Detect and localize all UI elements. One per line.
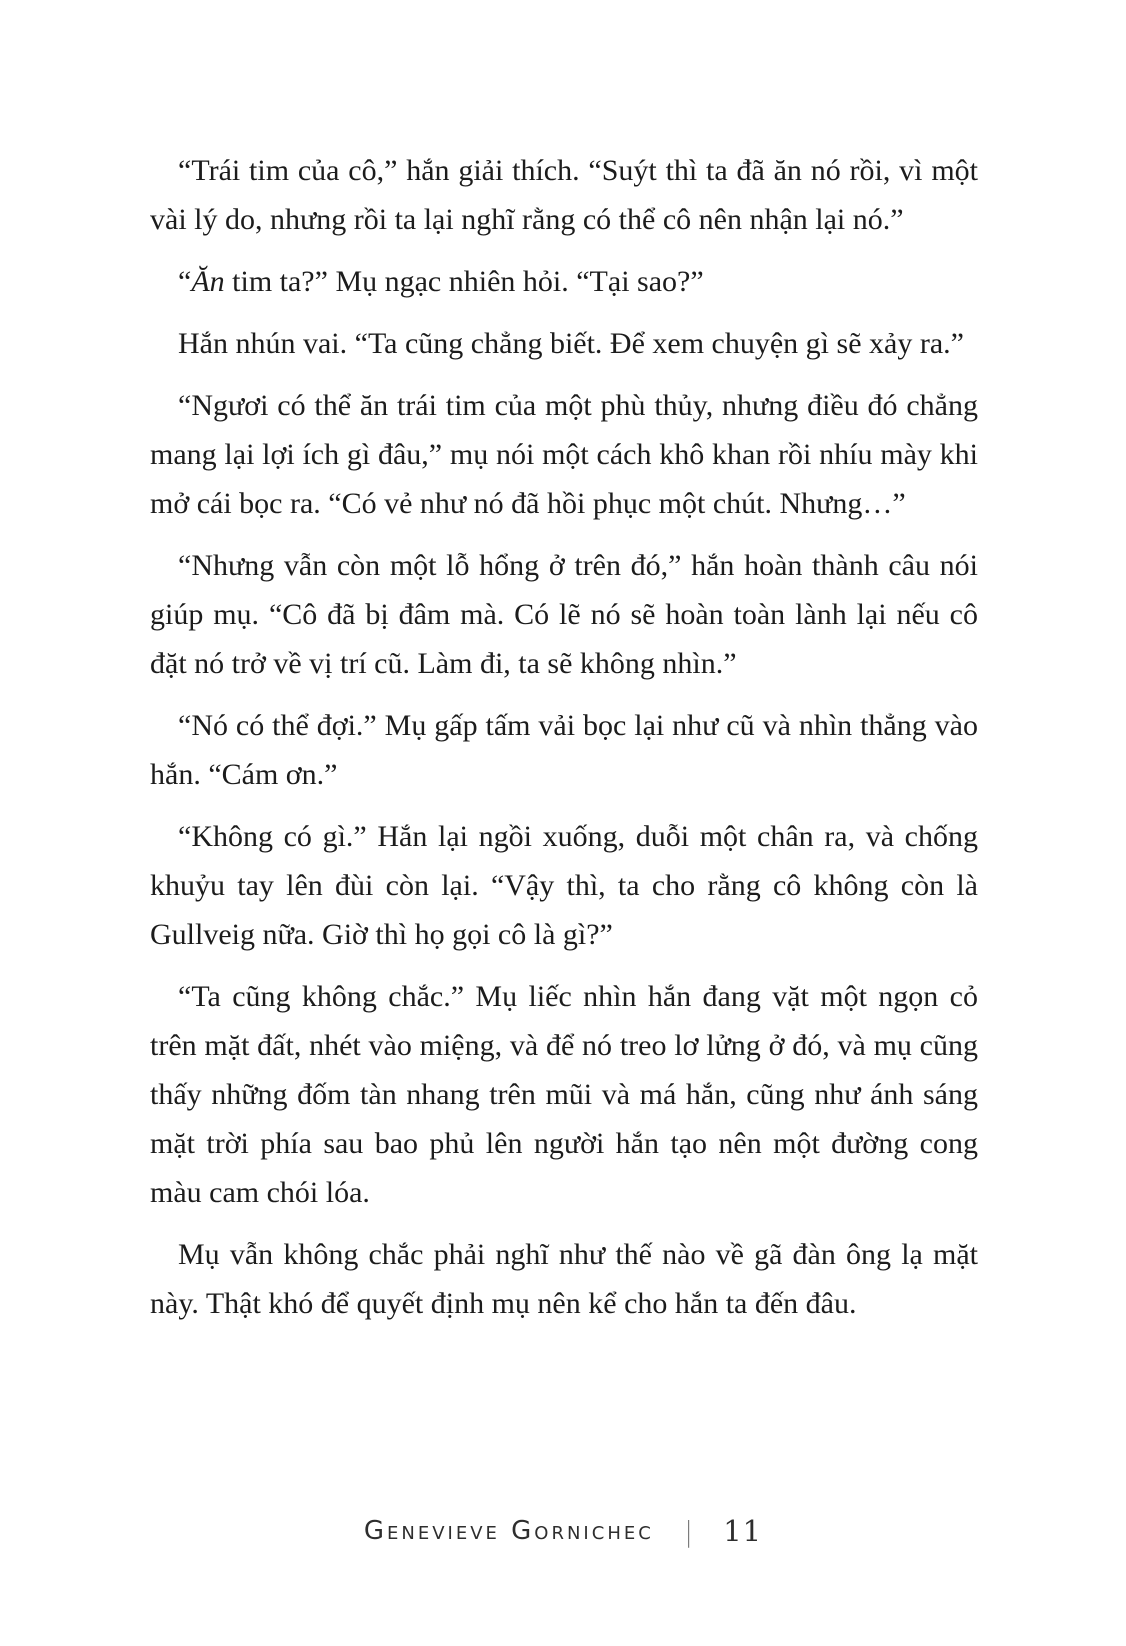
paragraph-segment: “Nhưng vẫn còn một lỗ hổng ở trên đó,” hắn hoàn thành câu nói giúp mụ. “Cô đã bị đâm mà. Có lẽ nó sẽ hoàn toàn lành lại nếu cô đặt nó trở về vị trí cũ. Làm đi, ta sẽ không nhìn.”	[150, 549, 978, 680]
paragraph	[150, 319, 978, 368]
footer-separator: |	[685, 1514, 692, 1548]
paragraph-segment: “Trái tim của cô,” hắn giải thích. “Suýt thì ta đã ăn nó rồi, vì một vài lý do, nhưng rồi ta lại nghĩ rằng có thể cô nên nhận lại nó.”	[150, 154, 978, 236]
paragraph	[150, 381, 978, 528]
paragraph-segment-italic: Ăn	[191, 265, 225, 298]
paragraph-segment: tim ta?” Mụ ngạc nhiên hỏi. “Tại sao?”	[224, 265, 704, 298]
paragraph-segment: “Không có gì.” Hắn lại ngồi xuống, duỗi một chân ra, và chống khuỷu tay lên đùi còn lại. “Vậy thì, ta cho rằng cô không còn là Gullveig nữa. Giờ thì họ gọi cô là gì?”	[150, 820, 978, 951]
paragraph	[150, 257, 978, 306]
paragraph-segment: “	[178, 265, 192, 298]
paragraph-segment: “Nó có thể đợi.” Mụ gấp tấm vải bọc lại như cũ và nhìn thẳng vào hắn. “Cám ơn.”	[150, 709, 978, 791]
paragraph	[150, 146, 978, 244]
page-text	[150, 146, 978, 1341]
footer-author-name: Genevieve Gornichec	[363, 1516, 654, 1546]
paragraph	[150, 812, 978, 959]
paragraph	[150, 1230, 978, 1328]
footer-page-number: 11	[723, 1514, 763, 1548]
paragraph	[150, 972, 978, 1217]
paragraph-segment: Hắn nhún vai. “Ta cũng chẳng biết. Để xem chuyện gì sẽ xảy ra.”	[178, 327, 964, 360]
paragraph	[150, 701, 978, 799]
paragraph	[150, 541, 978, 688]
paragraph-segment: Mụ vẫn không chắc phải nghĩ như thế nào về gã đàn ông lạ mặt này. Thật khó để quyết định mụ nên kể cho hắn ta đến đâu.	[150, 1238, 978, 1320]
page-footer	[0, 1514, 1126, 1548]
paragraph-segment: “Ngươi có thể ăn trái tim của một phù thủy, nhưng điều đó chẳng mang lại lợi ích gì đâu,” mụ nói một cách khô khan rồi nhíu mày khi mở cái bọc ra. “Có vẻ như nó đã hồi phục một chút. Nhưng…”	[150, 389, 978, 520]
paragraph-segment: “Ta cũng không chắc.” Mụ liếc nhìn hắn đang vặt một ngọn cỏ trên mặt đất, nhét vào miệng, và để nó treo lơ lửng ở đó, và mụ cũng thấy những đốm tàn nhang trên mũi và má hắn, cũng như ánh sáng mặt trời phía sau bao phủ lên người hắn tạo nên một đường cong màu cam chói lóa.	[150, 980, 978, 1209]
